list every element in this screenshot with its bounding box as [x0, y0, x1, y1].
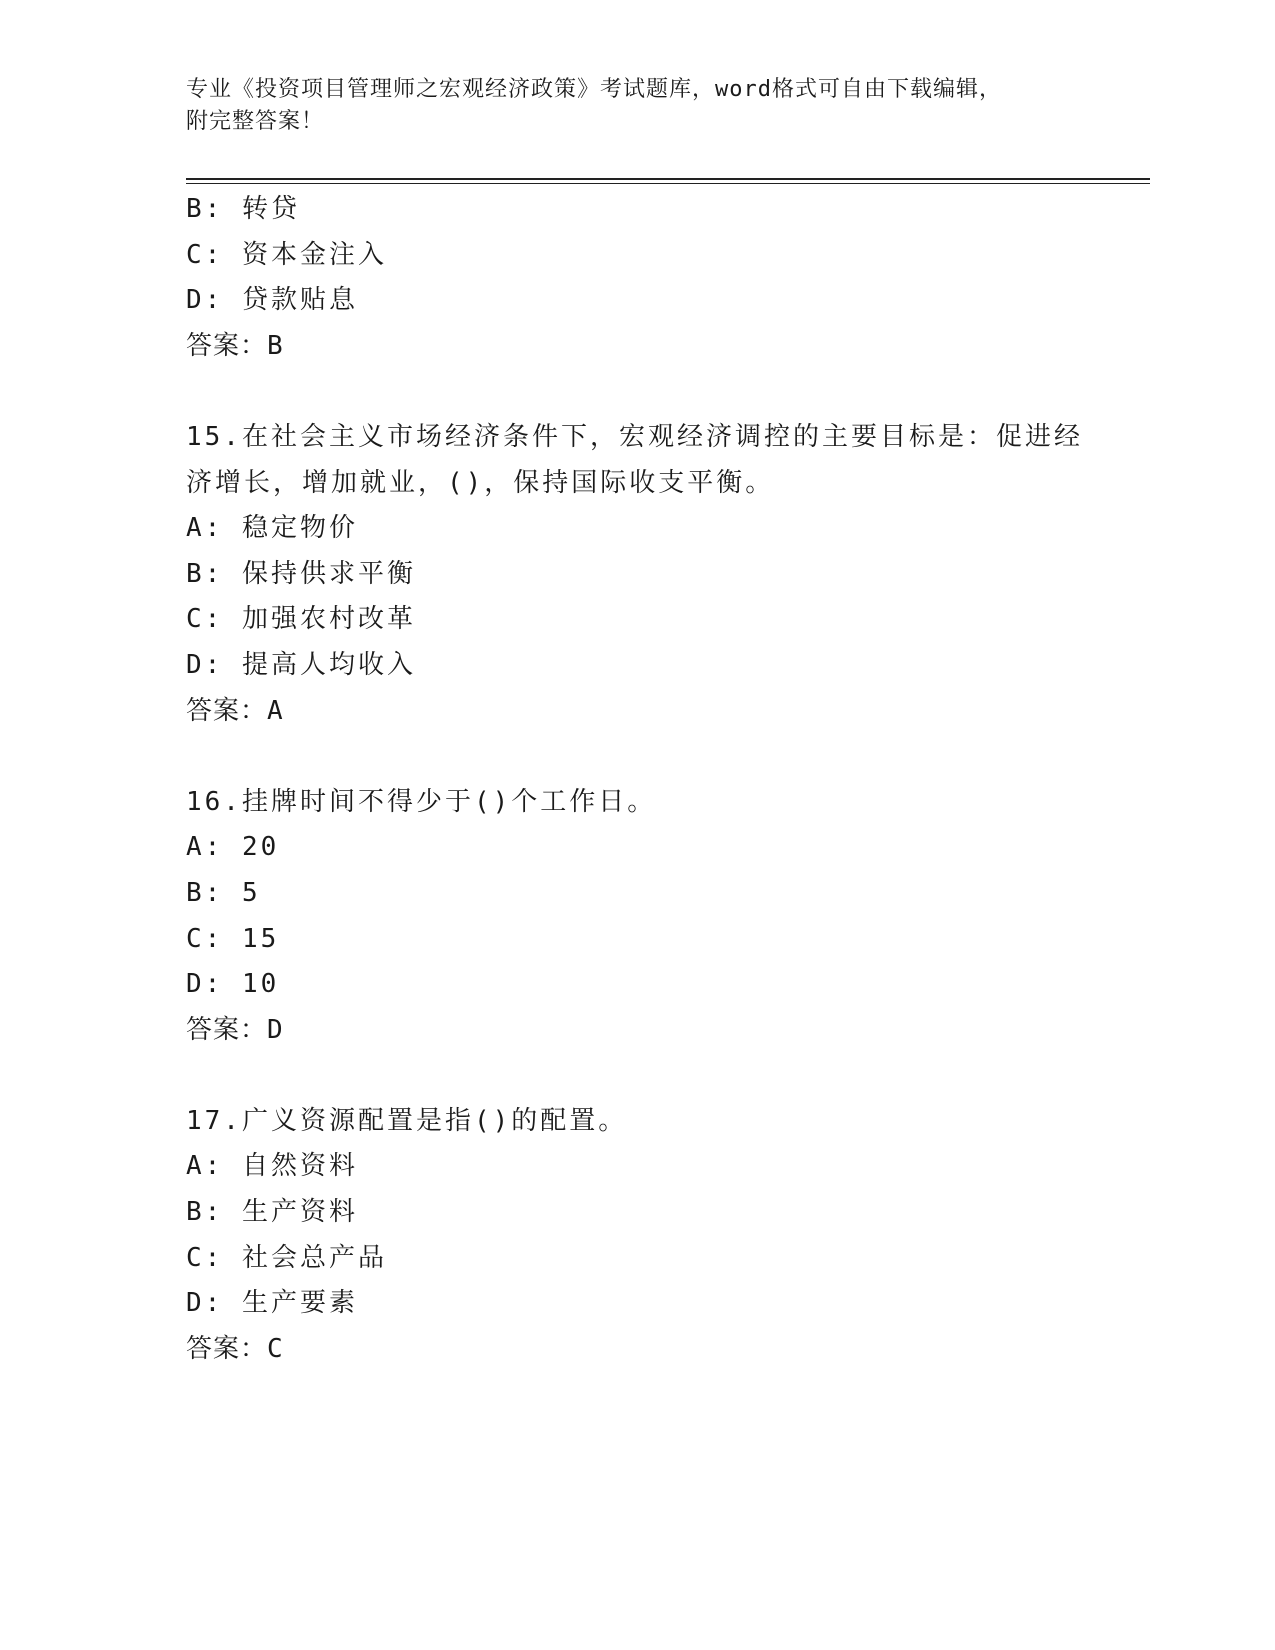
option-c: C: 加强农村改革 [186, 604, 416, 635]
answer-line: 答案：D [186, 1014, 284, 1045]
option-b: B: 生产资料 [186, 1197, 358, 1228]
option-d: D: 10 [186, 969, 280, 1000]
option-b: B: 5 [186, 877, 261, 908]
document-header [186, 74, 1086, 138]
option-c: C: 资本金注入 [186, 239, 387, 270]
spacer [186, 734, 1086, 780]
option-d: D: 贷款贴息 [186, 285, 358, 316]
question-14-continued [186, 187, 1086, 369]
spacer [186, 369, 1086, 415]
answer-line: 答案：B [186, 330, 284, 361]
option-d: D: 生产要素 [186, 1288, 358, 1319]
question-17 [186, 1099, 1086, 1373]
header-rule-thick [186, 178, 1150, 180]
option-c: C: 社会总产品 [186, 1242, 387, 1273]
option-a: A: 20 [186, 832, 280, 863]
option-b: B: 转贷 [186, 194, 300, 224]
option-c: C: 15 [186, 923, 280, 954]
header-line-1: 专业《投资项目管理师之宏观经济政策》考试题库，word格式可自由下载编辑， [186, 77, 1002, 102]
question-list [186, 187, 1086, 1372]
answer-line: 答案：C [186, 1333, 284, 1364]
answer-line: 答案：A [186, 695, 284, 726]
question-15 [186, 415, 1086, 734]
option-a: A: 自然资料 [186, 1151, 358, 1182]
header-rule-thin [186, 183, 1150, 184]
question-stem: 16.挂牌时间不得少于()个工作日。 [186, 786, 657, 817]
option-d: D: 提高人均收入 [186, 649, 416, 680]
option-a: A: 稳定物价 [186, 513, 358, 544]
option-b: B: 保持供求平衡 [186, 558, 416, 589]
question-stem-continued: 济增长，增加就业，()，保持国际收支平衡。 [186, 467, 775, 498]
header-line-2: 附完整答案！ [186, 109, 325, 134]
question-stem: 17.广义资源配置是指()的配置。 [186, 1105, 628, 1136]
question-16 [186, 780, 1086, 1054]
question-stem: 15.在社会主义市场经济条件下，宏观经济调控的主要目标是：促进经 [186, 421, 1083, 452]
spacer [186, 1053, 1086, 1099]
